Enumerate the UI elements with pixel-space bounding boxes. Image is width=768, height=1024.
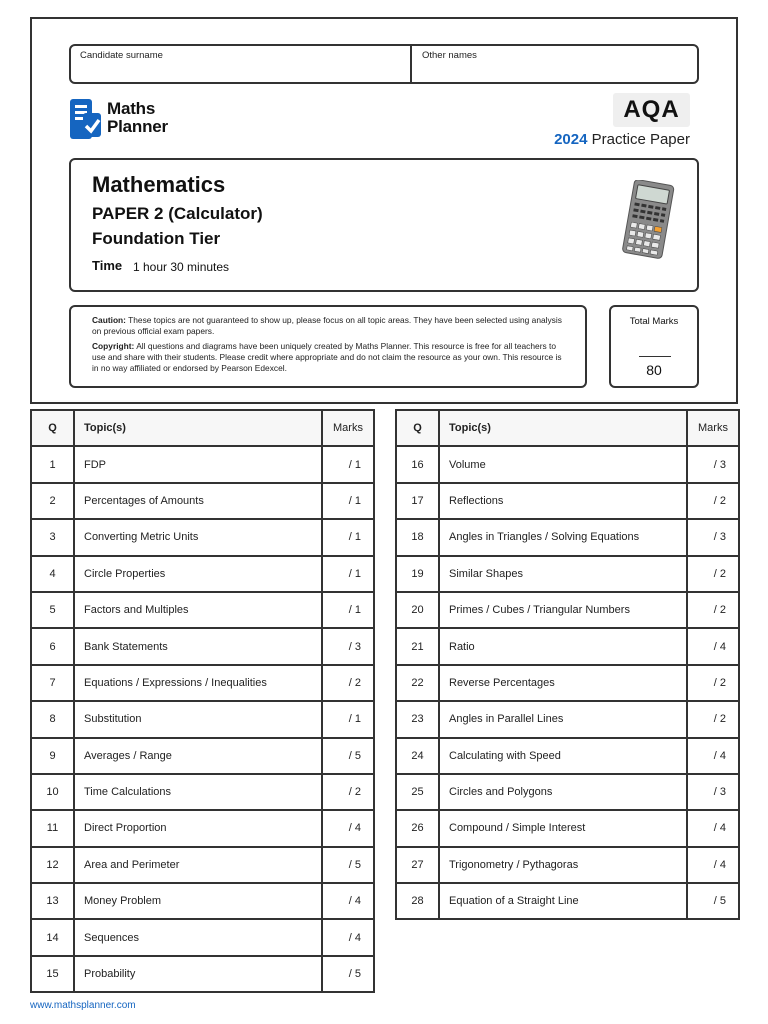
topic-cell: Ratio <box>439 628 687 664</box>
table-row <box>396 446 739 482</box>
practice-text: Practice Paper <box>591 131 690 148</box>
marks-cell: / 3 <box>687 519 739 555</box>
total-marks-box <box>609 305 699 388</box>
table-row <box>31 701 374 737</box>
practice-paper-label <box>554 131 690 148</box>
col-header-marks: Marks <box>687 410 739 446</box>
topic-cell: Compound / Simple Interest <box>439 810 687 846</box>
table-row <box>396 701 739 737</box>
topic-cell: Volume <box>439 446 687 482</box>
topic-cell: Direct Proportion <box>74 810 322 846</box>
question-number: 16 <box>396 446 439 482</box>
table-row <box>396 810 739 846</box>
table-row <box>396 592 739 628</box>
time-value: 1 hour 30 minutes <box>133 260 230 274</box>
col-header-q: Q <box>31 410 74 446</box>
question-number: 6 <box>31 628 74 664</box>
marks-cell: / 5 <box>322 847 374 883</box>
table-row <box>396 628 739 664</box>
marks-cell: / 4 <box>322 883 374 919</box>
topic-cell: Trigonometry / Pythagoras <box>439 847 687 883</box>
topic-cell: Area and Perimeter <box>74 847 322 883</box>
table-row <box>31 446 374 482</box>
question-number: 7 <box>31 665 74 701</box>
topic-cell: Percentages of Amounts <box>74 483 322 519</box>
question-number: 25 <box>396 774 439 810</box>
question-number: 10 <box>31 774 74 810</box>
marks-cell: / 5 <box>322 956 374 992</box>
table-row <box>31 483 374 519</box>
logo-line-1: Maths <box>107 99 156 118</box>
topics-table-left <box>30 409 375 993</box>
table-row <box>396 847 739 883</box>
table-row <box>396 519 739 555</box>
table-row <box>31 519 374 555</box>
marks-cell: / 2 <box>687 483 739 519</box>
question-number: 13 <box>31 883 74 919</box>
marks-cell: / 3 <box>687 774 739 810</box>
maths-planner-logo-icon <box>70 99 102 144</box>
marks-cell: / 4 <box>687 628 739 664</box>
table-row <box>396 483 739 519</box>
marks-cell: / 3 <box>687 446 739 482</box>
question-number: 3 <box>31 519 74 555</box>
topic-cell: Bank Statements <box>74 628 322 664</box>
table-row <box>31 592 374 628</box>
maths-planner-logo-text <box>107 100 168 136</box>
total-marks-underline <box>639 356 671 357</box>
copyright-paragraph <box>92 341 567 374</box>
table-row <box>31 738 374 774</box>
question-number: 17 <box>396 483 439 519</box>
question-number: 15 <box>31 956 74 992</box>
question-number: 9 <box>31 738 74 774</box>
caution-paragraph <box>92 315 567 337</box>
topic-cell: Equations / Expressions / Inequalities <box>74 665 322 701</box>
table-row <box>31 628 374 664</box>
question-number: 28 <box>396 883 439 919</box>
question-number: 26 <box>396 810 439 846</box>
table-row <box>396 883 739 919</box>
marks-cell: / 4 <box>687 810 739 846</box>
topic-cell: Averages / Range <box>74 738 322 774</box>
table-row <box>396 556 739 592</box>
subject-title: Mathematics <box>92 172 226 197</box>
calculator-icon <box>618 180 678 265</box>
table-header-row <box>31 410 374 446</box>
marks-cell: / 5 <box>322 738 374 774</box>
candidate-surname-label: Candidate surname <box>80 50 163 61</box>
topic-cell: Circle Properties <box>74 556 322 592</box>
exam-board-badge: AQA <box>613 93 690 127</box>
question-number: 11 <box>31 810 74 846</box>
topic-cell: Time Calculations <box>74 774 322 810</box>
marks-cell: / 4 <box>322 919 374 955</box>
topic-cell: FDP <box>74 446 322 482</box>
topic-cell: Primes / Cubes / Triangular Numbers <box>439 592 687 628</box>
topic-cell: Factors and Multiples <box>74 592 322 628</box>
marks-cell: / 2 <box>687 592 739 628</box>
marks-cell: / 4 <box>322 810 374 846</box>
marks-cell: / 2 <box>687 556 739 592</box>
question-number: 22 <box>396 665 439 701</box>
topic-cell: Calculating with Speed <box>439 738 687 774</box>
question-number: 24 <box>396 738 439 774</box>
marks-cell: / 2 <box>687 665 739 701</box>
total-marks-value: 80 <box>646 362 662 378</box>
time-label: Time <box>92 258 123 273</box>
footer-website-url: www.mathsplanner.com <box>30 1000 136 1011</box>
marks-cell: / 4 <box>687 847 739 883</box>
table-row <box>396 738 739 774</box>
topic-cell: Reverse Percentages <box>439 665 687 701</box>
table-row <box>396 665 739 701</box>
marks-cell: / 1 <box>322 446 374 482</box>
other-names-label: Other names <box>422 50 477 61</box>
table-row <box>31 665 374 701</box>
table-row <box>396 774 739 810</box>
question-number: 2 <box>31 483 74 519</box>
topic-cell: Circles and Polygons <box>439 774 687 810</box>
question-number: 23 <box>396 701 439 737</box>
marks-cell: / 2 <box>687 701 739 737</box>
candidate-name-fields <box>69 44 699 84</box>
table-row <box>31 810 374 846</box>
marks-cell: / 1 <box>322 519 374 555</box>
topic-cell: Angles in Parallel Lines <box>439 701 687 737</box>
question-number: 1 <box>31 446 74 482</box>
marks-cell: / 1 <box>322 701 374 737</box>
table-row <box>31 919 374 955</box>
table-row <box>31 847 374 883</box>
topic-cell: Substitution <box>74 701 322 737</box>
table-row <box>31 774 374 810</box>
logo-line-2: Planner <box>107 117 168 136</box>
table-row <box>31 556 374 592</box>
marks-cell: / 1 <box>322 592 374 628</box>
topic-cell: Reflections <box>439 483 687 519</box>
col-header-marks: Marks <box>322 410 374 446</box>
marks-cell: / 4 <box>687 738 739 774</box>
col-header-q: Q <box>396 410 439 446</box>
question-number: 5 <box>31 592 74 628</box>
total-marks-label: Total Marks <box>629 316 679 327</box>
table-row <box>31 956 374 992</box>
question-number: 18 <box>396 519 439 555</box>
question-number: 8 <box>31 701 74 737</box>
topic-cell: Similar Shapes <box>439 556 687 592</box>
marks-cell: / 2 <box>322 774 374 810</box>
copyright-label: Copyright: <box>92 341 135 351</box>
topic-cell: Sequences <box>74 919 322 955</box>
topic-cell: Money Problem <box>74 883 322 919</box>
col-header-topic: Topic(s) <box>439 410 687 446</box>
marks-cell: / 2 <box>322 665 374 701</box>
paper-name: PAPER 2 (Calculator) <box>92 204 263 223</box>
name-field-divider <box>410 46 412 82</box>
caution-label: Caution: <box>92 315 126 325</box>
table-header-row <box>396 410 739 446</box>
question-number: 20 <box>396 592 439 628</box>
table-row <box>31 883 374 919</box>
marks-cell: / 1 <box>322 556 374 592</box>
question-number: 27 <box>396 847 439 883</box>
topic-cell: Angles in Triangles / Solving Equations <box>439 519 687 555</box>
question-number: 19 <box>396 556 439 592</box>
question-number: 4 <box>31 556 74 592</box>
copyright-text: All questions and diagrams have been uniquely created by Maths Planner. This resource is free for all teachers to use and share with their students. Please credit where appropriate and do not claim the resource as your own. This resource is in no way affiliated or endorsed by Pearson Edexcel. <box>92 341 562 373</box>
question-number: 12 <box>31 847 74 883</box>
marks-cell: / 3 <box>322 628 374 664</box>
col-header-topic: Topic(s) <box>74 410 322 446</box>
topic-cell: Equation of a Straight Line <box>439 883 687 919</box>
topics-table-right <box>395 409 740 920</box>
marks-cell: / 5 <box>687 883 739 919</box>
question-number: 14 <box>31 919 74 955</box>
topic-cell: Converting Metric Units <box>74 519 322 555</box>
topic-cell: Probability <box>74 956 322 992</box>
marks-cell: / 1 <box>322 483 374 519</box>
paper-year: 2024 <box>554 131 588 148</box>
caution-notice-box <box>69 305 587 388</box>
question-number: 21 <box>396 628 439 664</box>
tier-name: Foundation Tier <box>92 229 221 248</box>
caution-text: These topics are not guaranteed to show up, please focus on all topic areas. They have been selected using analysis on previous official exam papers. <box>92 315 562 336</box>
